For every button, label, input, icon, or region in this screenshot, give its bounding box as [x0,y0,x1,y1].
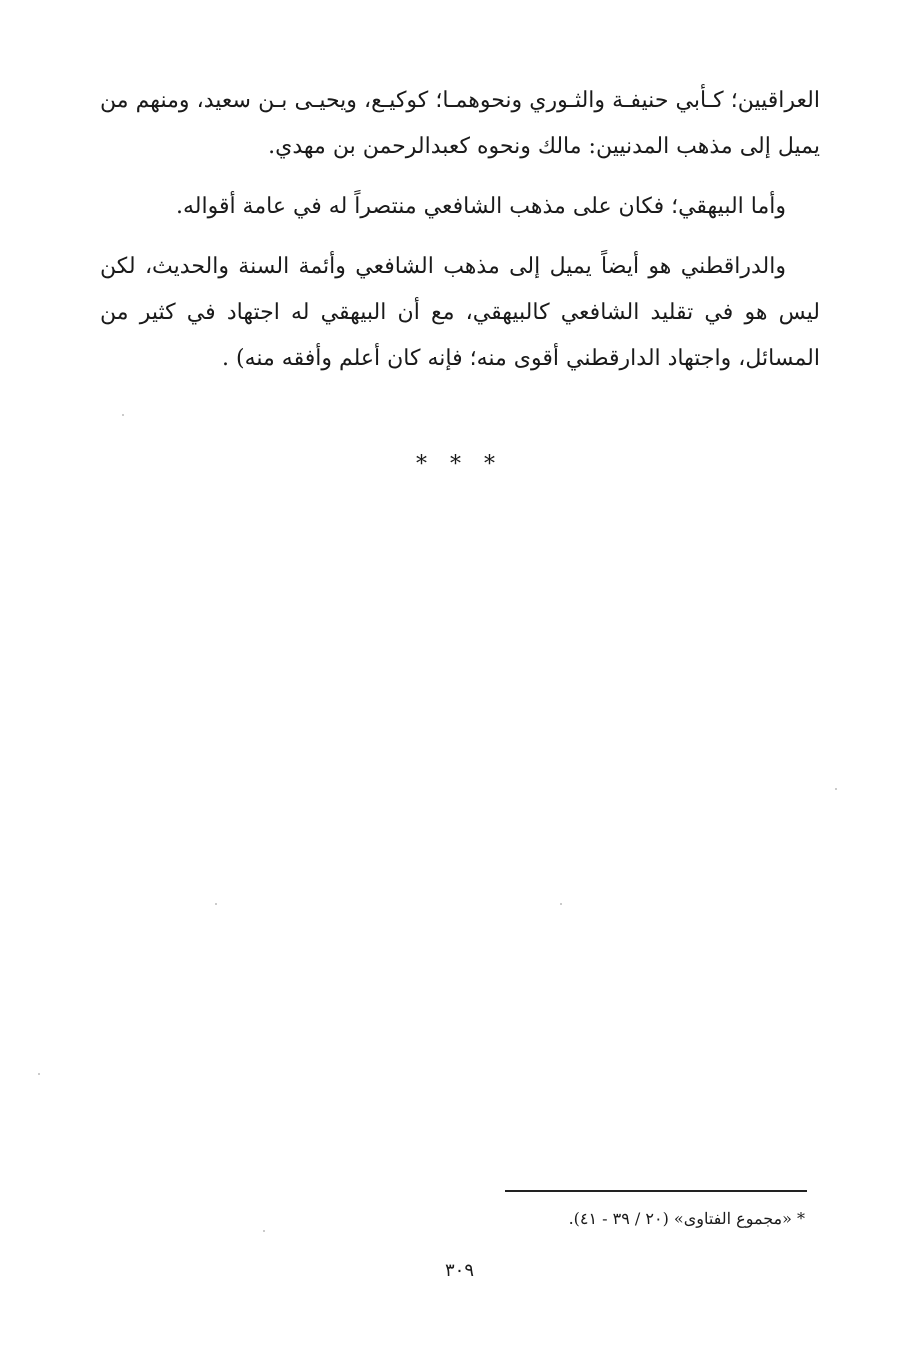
scan-speck [263,1230,265,1232]
page-number: ٣٠٩ [444,1260,474,1281]
scan-speck [122,414,124,416]
scan-speck [560,903,562,905]
paragraph-2: وأما البيهقي؛ فكان على مذهب الشافعي منتصراً له في عامة أقواله. [175,194,786,219]
scan-speck [215,903,217,905]
footnote: * «مجموع الفتاوى» (٢٠ / ٣٩ - ٤١). [568,1209,805,1228]
footnote-divider [505,1190,807,1192]
paragraph-1: العراقيين؛ كـأبي حنيفـة والثـوري ونحوهمـا؛ كوكيـع، ويحيـى بـن سعيد، ومنهم من يميل إلى مذهب المدنيين: مالك ونحوه كعبدالرحمن بن مهدي. [100,88,820,159]
paragraph-3: والدراقطني هو أيضاً يميل إلى مذهب الشافعي وأئمة السنة والحديث، لكن ليس هو في تقليد الشافعي كالبيهقي، مع أن البيهقي له اجتهاد في كثير من المسائل، واجتهاد الدارقطني أقوى منه؛ فإنه كان أعلم وأفقه منه) . [100,254,820,371]
scan-speck [38,1073,40,1075]
scan-speck [835,788,837,790]
section-separator: * * * [416,452,503,477]
body-text [100,78,820,396]
